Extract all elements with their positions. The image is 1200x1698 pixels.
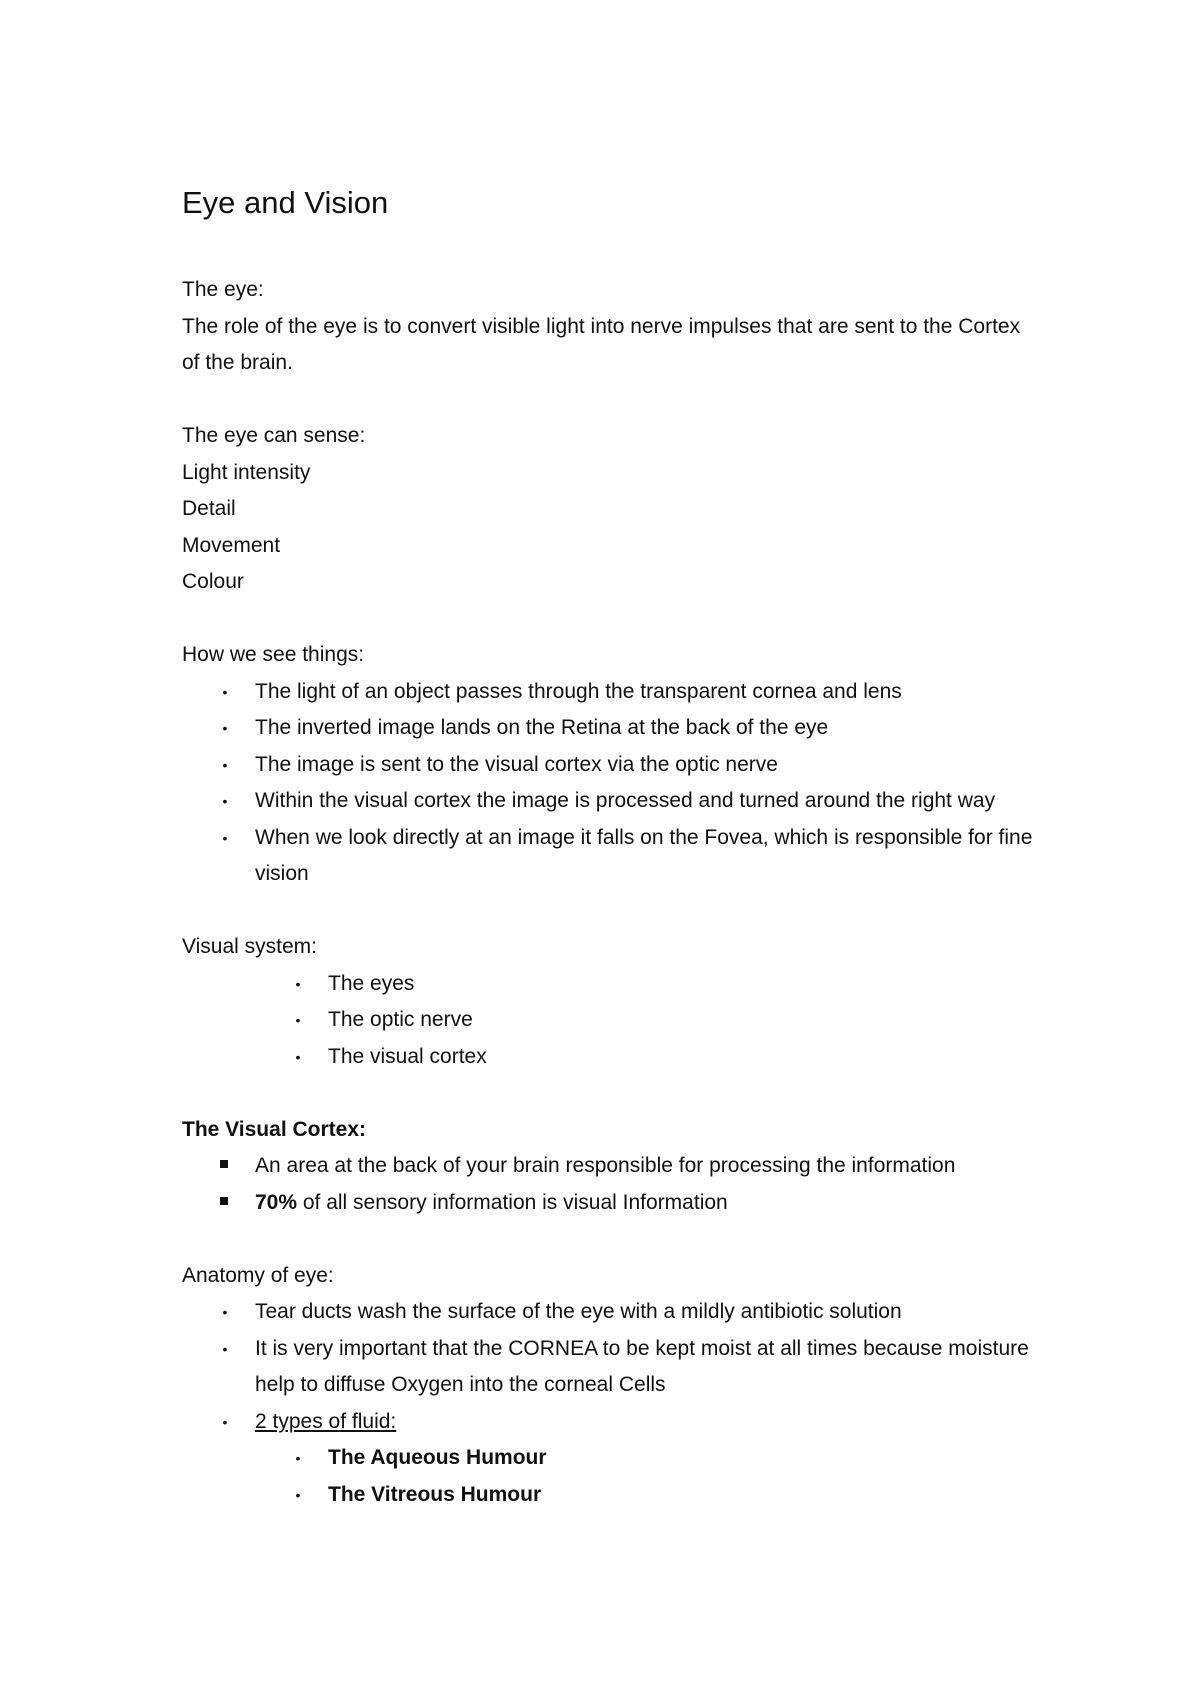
bullet-icon: •: [222, 720, 228, 736]
bullet-icon: •: [222, 756, 228, 773]
bullet-icon: •: [295, 1012, 301, 1028]
sense-item: Light intensity: [182, 460, 311, 484]
anatomy-list: [182, 1294, 1042, 1440]
senses-heading: The eye can sense:: [182, 424, 366, 447]
spacer: [182, 382, 1042, 419]
bullet-icon: •: [222, 793, 228, 809]
bullet-icon: •: [222, 829, 228, 846]
spacer: [182, 1221, 1042, 1258]
list-item: [182, 820, 1042, 893]
square-bullet-icon: [220, 1197, 228, 1205]
bullet-icon: •: [295, 975, 301, 992]
list-item: [182, 1148, 1042, 1185]
list-item-text: The light of an object passes through the transparent cornea and lens: [255, 679, 902, 703]
bullet-icon: •: [295, 1486, 301, 1503]
list-item: [182, 966, 1042, 1003]
list-item: [182, 710, 1042, 747]
how-we-see-heading: How we see things:: [182, 643, 365, 666]
visual-cortex-list: [182, 1148, 1042, 1221]
fluid-types-heading: 2 types of fluid:: [255, 1409, 397, 1433]
list-item: [182, 674, 1042, 711]
visual-cortex-heading: The Visual Cortex:: [182, 1117, 366, 1141]
sense-item: Movement: [182, 533, 281, 557]
list-item-text: Tear ducts wash the surface of the eye with a mildly antibiotic solution: [255, 1300, 902, 1323]
how-we-see-list: [182, 674, 1042, 893]
visual-system-list: [182, 966, 1042, 1076]
bullet-icon: •: [295, 1450, 301, 1466]
bullet-icon: •: [295, 1048, 301, 1065]
bullet-icon: •: [222, 1340, 228, 1357]
bullet-icon: •: [222, 683, 228, 700]
list-item: [182, 1294, 1042, 1331]
list-item-text: The Vitreous Humour: [328, 1482, 542, 1506]
bullet-icon: •: [222, 1304, 228, 1320]
spacer: [182, 893, 1042, 930]
page-title: Eye and Vision: [182, 185, 389, 220]
list-item-text: When we look directly at an image it falls on the Fovea, which is responsible for fine vision: [255, 825, 1033, 885]
document-body: [182, 182, 1042, 1513]
list-item: [182, 1440, 1042, 1477]
list-item: [182, 1185, 1042, 1222]
percentage-value: 70%: [255, 1190, 298, 1214]
list-item: [182, 1039, 1042, 1076]
list-item-text: of all sensory information is visual Information: [297, 1190, 728, 1214]
list-item: [182, 1331, 1042, 1404]
list-item: [182, 783, 1042, 820]
anatomy-heading: Anatomy of eye:: [182, 1263, 334, 1287]
eye-role-text: The role of the eye is to convert visible light into nerve impulses that are sent to the Cortex of the brain.: [182, 314, 1021, 374]
list-item: [182, 1002, 1042, 1039]
list-item-text: The eyes: [328, 971, 415, 995]
list-item-text: An area at the back of your brain responsible for processing the information: [255, 1154, 956, 1177]
spacer: [182, 1075, 1042, 1112]
square-bullet-icon: [220, 1160, 228, 1168]
fluid-types-list: [182, 1440, 1042, 1513]
spacer: [182, 601, 1042, 638]
eye-heading: The eye:: [182, 278, 264, 301]
list-item-text: The image is sent to the visual cortex via the optic nerve: [255, 752, 778, 776]
list-item: [182, 1404, 1042, 1441]
list-item-text: The inverted image lands on the Retina at the back of the eye: [255, 716, 829, 739]
list-item-text: Within the visual cortex the image is processed and turned around the right way: [255, 789, 996, 812]
list-item-text: The Aqueous Humour: [328, 1446, 547, 1469]
visual-system-heading: Visual system:: [182, 935, 317, 958]
sense-item: Detail: [182, 497, 236, 520]
sense-item: Colour: [182, 570, 244, 593]
list-item-text: The optic nerve: [328, 1008, 473, 1031]
bullet-icon: •: [222, 1413, 228, 1430]
list-item: [182, 747, 1042, 784]
list-item-text: The visual cortex: [328, 1044, 487, 1068]
list-item: [182, 1477, 1042, 1514]
list-item-text: It is very important that the CORNEA to be kept moist at all times because moisture help to diffuse Oxygen into the corneal Cells: [255, 1336, 1029, 1396]
